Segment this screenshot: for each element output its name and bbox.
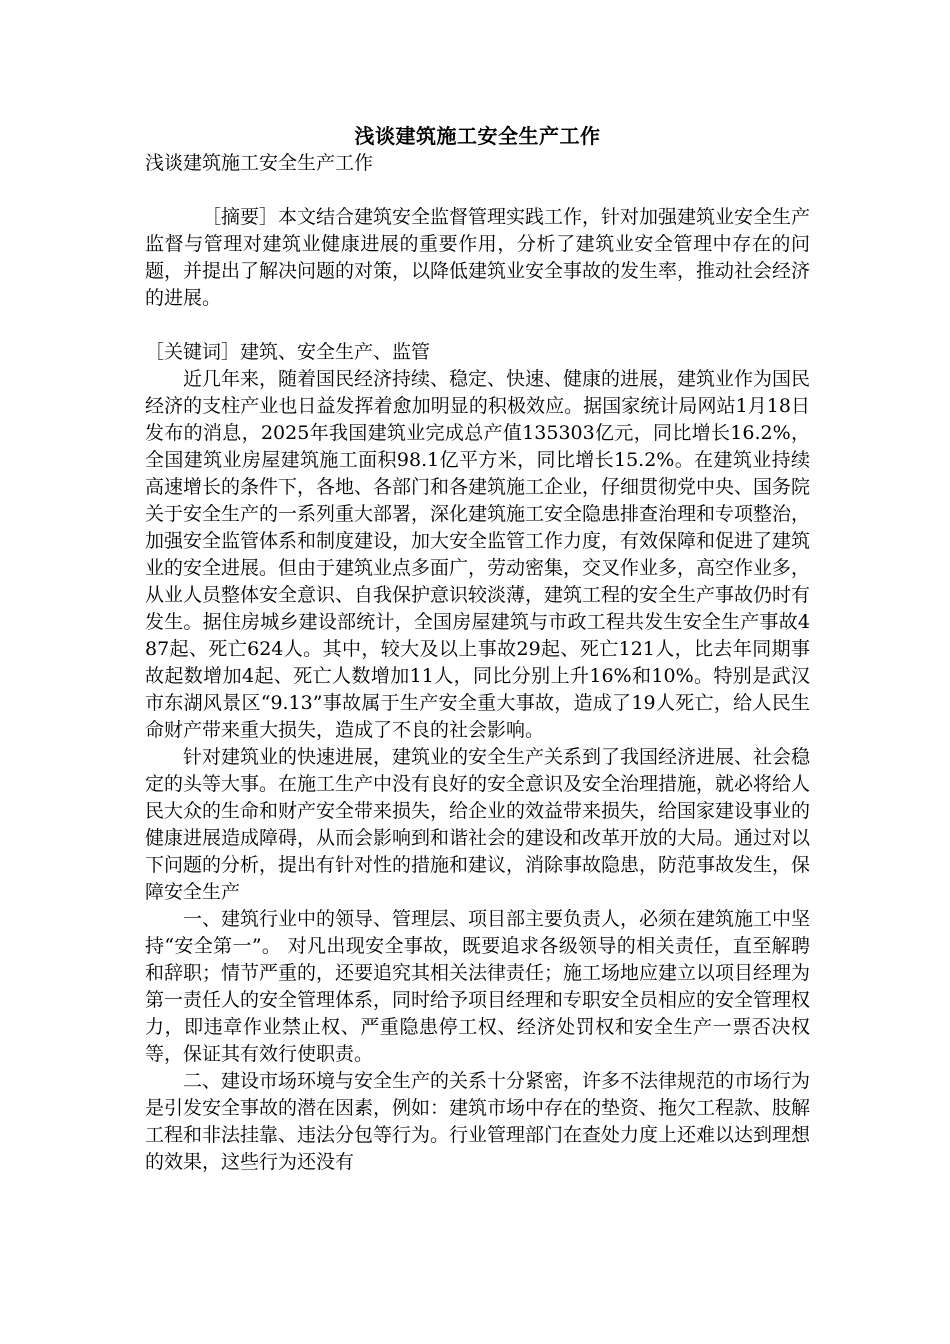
abstract-paragraph: ［摘要］本文结合建筑安全监督管理实践工作，针对加强建筑业安全生产监督与管理对建筑业健康进展的重要作用，分析了建筑业安全管理中存在的问题，并提出了解决问题的对策，以降低建筑业安全事故的发生率，推动社会经济的进展。 [145, 206, 811, 309]
document-subtitle: 浅谈建筑施工安全生产工作 [145, 152, 374, 174]
blank-line [145, 312, 810, 339]
document-body [145, 123, 810, 1176]
blank-line [145, 177, 810, 204]
document-title: 浅谈建筑施工安全生产工作 [354, 124, 601, 148]
body-paragraph: 针对建筑业的快速进展，建筑业的安全生产关系到了我国经济进展、社会稳定的头等大事。在施工生产中没有良好的安全意识及安全治理措施，就必将给人民大众的生命和财产安全带来损失，给企业的效益带来损失，给国家建设事业的健康进展造成障碍，从而会影响到和谐社会的建设和改革开放的大局。通过对以下问题的分析，提出有针对性的措施和建议，消除事故隐患，防范事故发生，保障安全生产 [145, 746, 811, 903]
keywords-line: ［关键词］建筑、安全生产、监管 [145, 341, 431, 363]
body-paragraph: 二、建设市场环境与安全生产的关系十分紧密，许多不法律规范的市场行为是引发安全事故的潜在因素，例如：建筑市场中存在的垫资、拖欠工程款、肢解工程和非法挂靠、违法分包等行为。行业管理部门在查处力度上还难以达到理想的效果，这些行为还没有 [145, 1070, 811, 1173]
body-paragraph: 近几年来，随着国民经济持续、稳定、快速、健康的进展，建筑业作为国民经济的支柱产业也日益发挥着愈加明显的积极效应。据国家统计局网站1月18日发布的消息，2025年我国建筑业完成总产值135303亿元，同比增长16.2%，全国建筑业房屋建筑施工面积98.1亿平方米，同比增长15.2%。在建筑业持续高速增长的条件下，各地、各部门和各建筑施工企业，仔细贯彻党中央、国务院关于安全生产的一系列重大部署，深化建筑施工安全隐患排查治理和专项整治，加强安全监管体系和制度建设，加大安全监管工作力度，有效保障和促进了建筑业的安全进展。但由于建筑业点多面广，劳动密集，交叉作业多，高空作业多，从业人员整体安全意识、自我保护意识较淡薄，建筑工程的安全生产事故仍时有发生。据住房城乡建设部统计，全国房屋建筑与市政工程共发生安全生产事故487起、死亡624人。其中，较大及以上事故29起、死亡121人，比去年同期事故起数增加4起、死亡人数增加11人，同比分别上升16%和10%。特别是武汉市东湖风景区“9.13”事故属于生产安全重大事故，造成了19人死亡，给人民生命财产带来重大损失，造成了不良的社会影响。 [145, 368, 811, 741]
body-paragraph: 一、建筑行业中的领导、管理层、项目部主要负责人，必须在建筑施工中坚持“安全第一”。 对凡出现安全事故，既要追求各级领导的相关责任，直至解聘和辞职；情节严重的，还要追究其相关法律责任；施工场地应建立以项目经理为第一责任人的安全管理体系，同时给予项目经理和专职安全员相应的安全管理权力，即违章作业禁止权、严重隐患停工权、经济处罚权和安全生产一票否决权等，保证其有效行使职责。 [145, 908, 811, 1065]
